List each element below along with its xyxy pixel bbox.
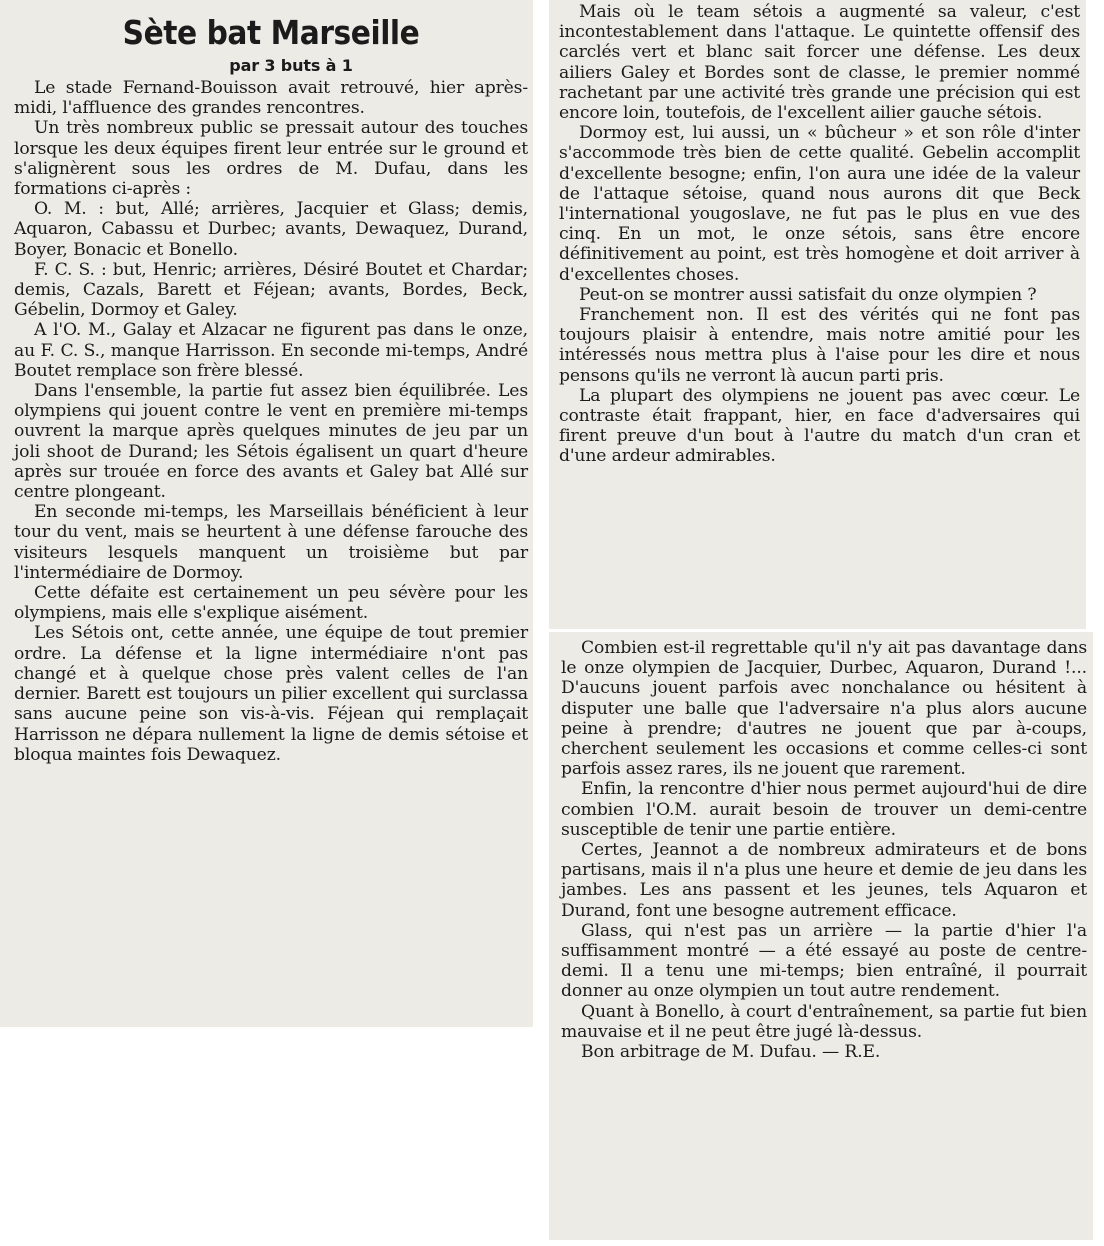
paragraph: Cette défaite est certainement un peu sévère pour les olympiens, mais elle s'explique aisément. — [14, 583, 528, 624]
article-title: Sète bat Marseille — [122, 13, 420, 52]
paragraph-lineup-fcs: F. C. S. : but, Henric; arrières, Désiré Boutet et Chardar; demis, Cazals, Barett et Féjean; avants, Bordes, Beck, Gébelin, Dormoy et Galey. — [14, 259, 528, 321]
paragraph: En seconde mi-temps, les Marseillais bénéficient à leur tour du vent, mais se heurtent à une défense farouche des visiteurs lesquels manquent un troisième but par l'intermédiaire de Dormoy. — [14, 502, 528, 583]
paragraph: Mais où le team sétois a augmenté sa valeur, c'est incontestablement dans l'attaque. Le quintette offensif des carclés vert et blanc sait forcer une défense. Les deux ailiers Galey et Bordes sont de classe, le premier nommé rachetant par une activité très grande une précision qui est encore loin, toutefois, de l'excellent ailier gauche sétois. — [559, 2, 1080, 124]
paragraph-lineup-om: O. M. : but, Allé; arrières, Jacquier et Glass; demis, Aquaron, Cabassu et Durbec; avants, Dewaquez, Durand, Boyer, Bonacic et Bonello. — [14, 199, 528, 260]
closing-signature: Bon arbitrage de M. Dufau. — R.E. — [581, 1042, 881, 1063]
newspaper-clipping-left — [0, 0, 533, 1027]
paragraph: Enfin, la rencontre d'hier nous permet aujourd'hui de dire combien l'O.M. aurait besoin de trouver un demi-centre susceptible de tenir une partie entière. — [561, 779, 1087, 840]
paragraph: La plupart des olympiens ne jouent pas avec cœur. Le contraste était frappant, hier, en face d'adversaires qui firent preuve d'un bout à l'autre du match d'un cran et d'une ardeur admirables. — [559, 385, 1080, 467]
newspaper-clipping-right-bottom — [549, 632, 1093, 1240]
paragraph: Dans l'ensemble, la partie fut assez bien équilibrée. Les olympiens qui jouent contre le vent en première mi-temps ouvrent la marque après quelques minutes de jeu par un joli shoot de Durand; les Sétois égalisent un quart d'heure après sur trouée en force des avants et Galey bat Allé sur centre plongeant. — [14, 381, 528, 503]
paragraph: Certes, Jeannot a de nombreux admirateurs et de bons partisans, mais il n'a plus une heure et demie de jeu dans les jambes. Les ans passent et les jeunes, tels Aquaron et Durand, font une besogne autrement efficace. — [561, 840, 1087, 921]
paragraph: Combien est-il regrettable qu'il n'y ait pas davantage dans le onze olympien de Jacquier, Durbec, Aquaron, Durand !... D'aucuns jouent parfois avec nonchalance ou hésitent à disputer une balle que l'adversaire n'a plus alors aucune peine à prendre; d'autres ne jouent que par à-coups, cherchent seulement les occasions et comme celles-ci sont parfois assez rares, ils ne jouent que rarement. — [561, 638, 1087, 780]
newspaper-clipping-right-top — [549, 0, 1086, 629]
paragraph: A l'O. M., Galay et Alzacar ne figurent pas dans le onze, au F. C. S., manque Harrisson. En seconde mi-temps, André Boutet remplace son frère blessé. — [14, 320, 528, 381]
paragraph: Quant à Bonello, à court d'entraînement, sa partie fut bien mauvaise et il ne peut être jugé là-dessus. — [561, 1001, 1087, 1042]
paragraph: Un très nombreux public se pressait autour des touches lorsque les deux équipes firent leur entrée sur le ground et s'alignèrent sous les ordres de M. Dufau, dans les formations ci-après : — [14, 118, 528, 200]
paragraph: Dormoy est, lui aussi, un « bûcheur » et son rôle d'inter s'accommode très bien de cette qualité. Gebelin accomplit d'excellente besogne; enfin, l'on aura une idée de la valeur de l'attaque sétoise, quand nous aurons dit que Beck l'international yougoslave, ne fut pas le plus en vue des cinq. En un mot, le onze sétois, sans être encore définitivement au point, est très homogène et doit arriver à d'excellentes choses. — [559, 123, 1080, 285]
paragraph: Franchement non. Il est des vérités qui ne font pas toujours plaisir à entendre, mais notre amitié pour les intéressés nous mettra plus à l'aise pour les dire et nous pensons qu'ils ne verront là aucun parti pris. — [559, 305, 1080, 386]
paragraph: Le stade Fernand-Bouisson avait retrouvé, hier après-midi, l'affluence des grandes rencontres. — [14, 78, 528, 119]
paragraph: Peut-on se montrer aussi satisfait du onze olympien ? — [579, 284, 1037, 305]
article-subtitle: par 3 buts à 1 — [229, 56, 353, 75]
paragraph: Les Sétois ont, cette année, une équipe de tout premier ordre. La défense et la ligne intermédiaire n'ont pas changé et à quelque chose près valent celles de l'an dernier. Barett est toujours un pilier excellent qui surclassa sans aucune peine son vis-à-vis. Féjean qui remplaçait Harrisson ne dépara nullement la ligne de demis sétoise et bloqua maintes fois Dewaquez. — [14, 623, 528, 765]
paragraph: Glass, qui n'est pas un arrière — la partie d'hier l'a suffisamment montré — a été essayé au poste de centre-demi. Il a tenu une mi-temps; bien entraîné, il pourrait donner au onze olympien un tout autre rendement. — [561, 920, 1087, 1002]
